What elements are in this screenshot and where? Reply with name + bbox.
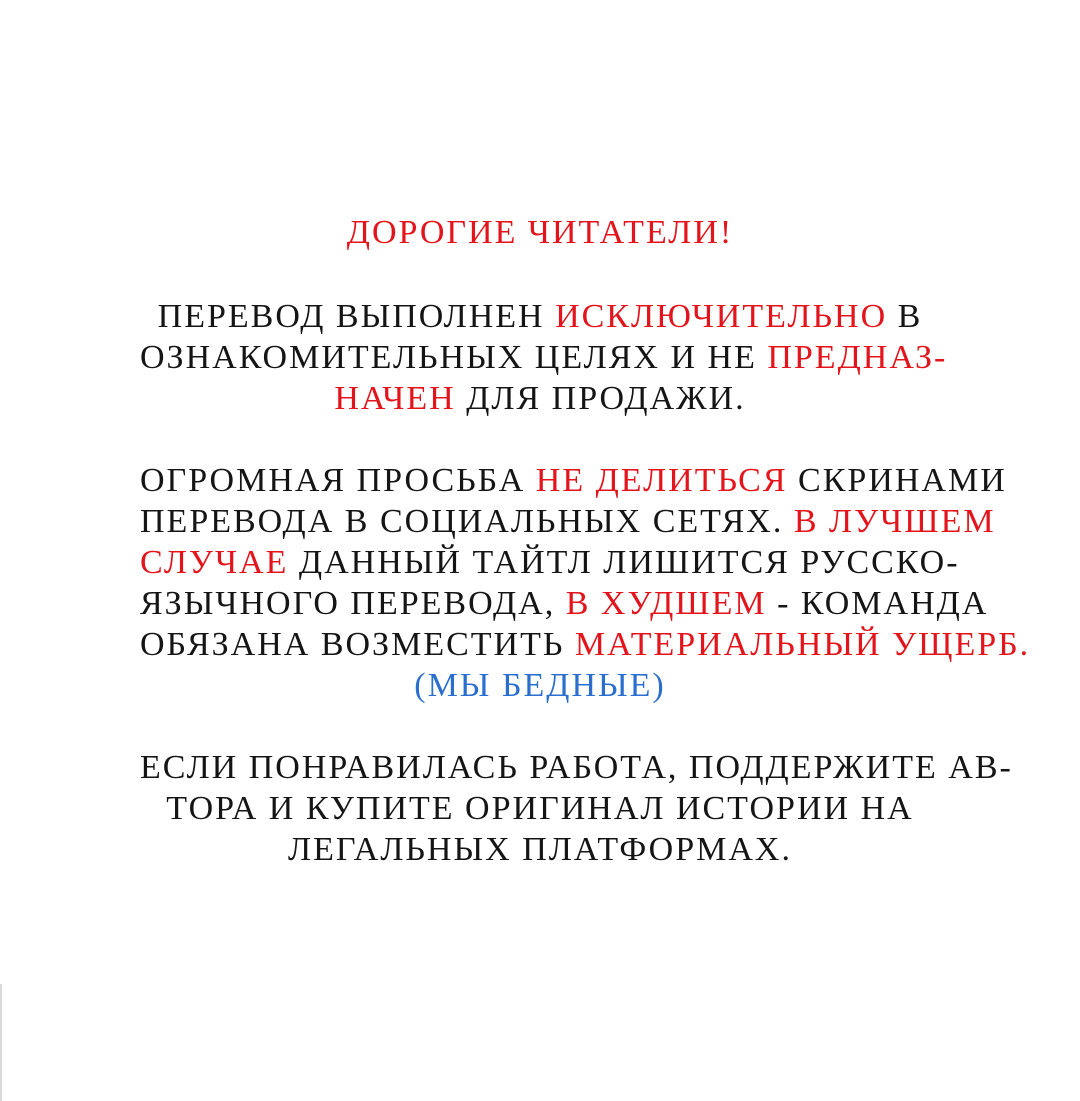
request-line-3 [140,542,960,583]
disclaimer-paragraph [140,296,948,419]
aside-note: (МЫ БЕДНЫЕ) [414,667,666,704]
text-segment: ДАННЫЙ ТАЙТЛ ЛИШИТСЯ РУССКО- [288,544,960,581]
emphasis-text: ПРЕДНАЗ- [767,339,948,376]
emphasis-text: НАЧЕН [334,380,456,417]
text-segment: ОЗНАКОМИТЕЛЬНЫХ ЦЕЛЯХ И НЕ [140,339,768,376]
emphasis-text: НЕ ДЕЛИТЬСЯ [535,462,788,499]
emphasis-text: МАТЕРИАЛЬНЫЙ УЩЕРБ. [574,626,1031,663]
text-segment: ОГРОМНАЯ ПРОСЬБА [140,462,536,499]
support-line-3: ЛЕГАЛЬНЫХ ПЛАТФОРМАХ. [288,831,792,868]
text-segment: ДЛЯ ПРОДАЖИ. [455,380,746,417]
emphasis-text: В ЛУЧШЕМ [793,503,996,540]
text-segment: - КОМАНДА [766,585,989,622]
text-segment: ПЕРЕВОДА В СОЦИАЛЬНЫХ СЕТЯХ. [140,503,794,540]
text-segment: ЯЗЫЧНОГО ПЕРЕВОДА, [140,585,566,622]
emphasis-text: СЛУЧАЕ [140,544,289,581]
request-line-5 [140,624,1031,665]
request-line-2 [140,501,996,542]
emphasis-text: В ХУДШЕМ [565,585,767,622]
request-paragraph [140,460,1031,706]
request-line-1 [140,460,1007,501]
request-line-4 [140,583,989,624]
support-line-2: ТОРА И КУПИТЕ ОРИГИНАЛ ИСТОРИИ НА [166,790,914,827]
disclaimer-line-2 [140,337,948,378]
emphasis-text: ИСКЛЮЧИТЕЛЬНО [555,298,888,335]
text-segment: ОБЯЗАНА ВОЗМЕСТИТЬ [140,626,575,663]
disclaimer-line-1 [140,296,940,337]
disclaimer-line-3 [140,378,940,419]
translator-notice [140,212,1031,870]
text-segment: В [887,298,923,335]
text-segment: ПЕРЕВОД ВЫПОЛНЕН [157,298,556,335]
text-segment: СКРИНАМИ [787,462,1007,499]
support-line-1: ЕСЛИ ПОНРАВИЛАСЬ РАБОТА, ПОДДЕРЖИТЕ АВ- [140,749,1013,786]
support-paragraph [140,747,1013,870]
greeting-heading: ДОРОГИЕ ЧИТАТЕЛИ! [346,214,734,251]
page-edge-divider [0,984,2,1101]
